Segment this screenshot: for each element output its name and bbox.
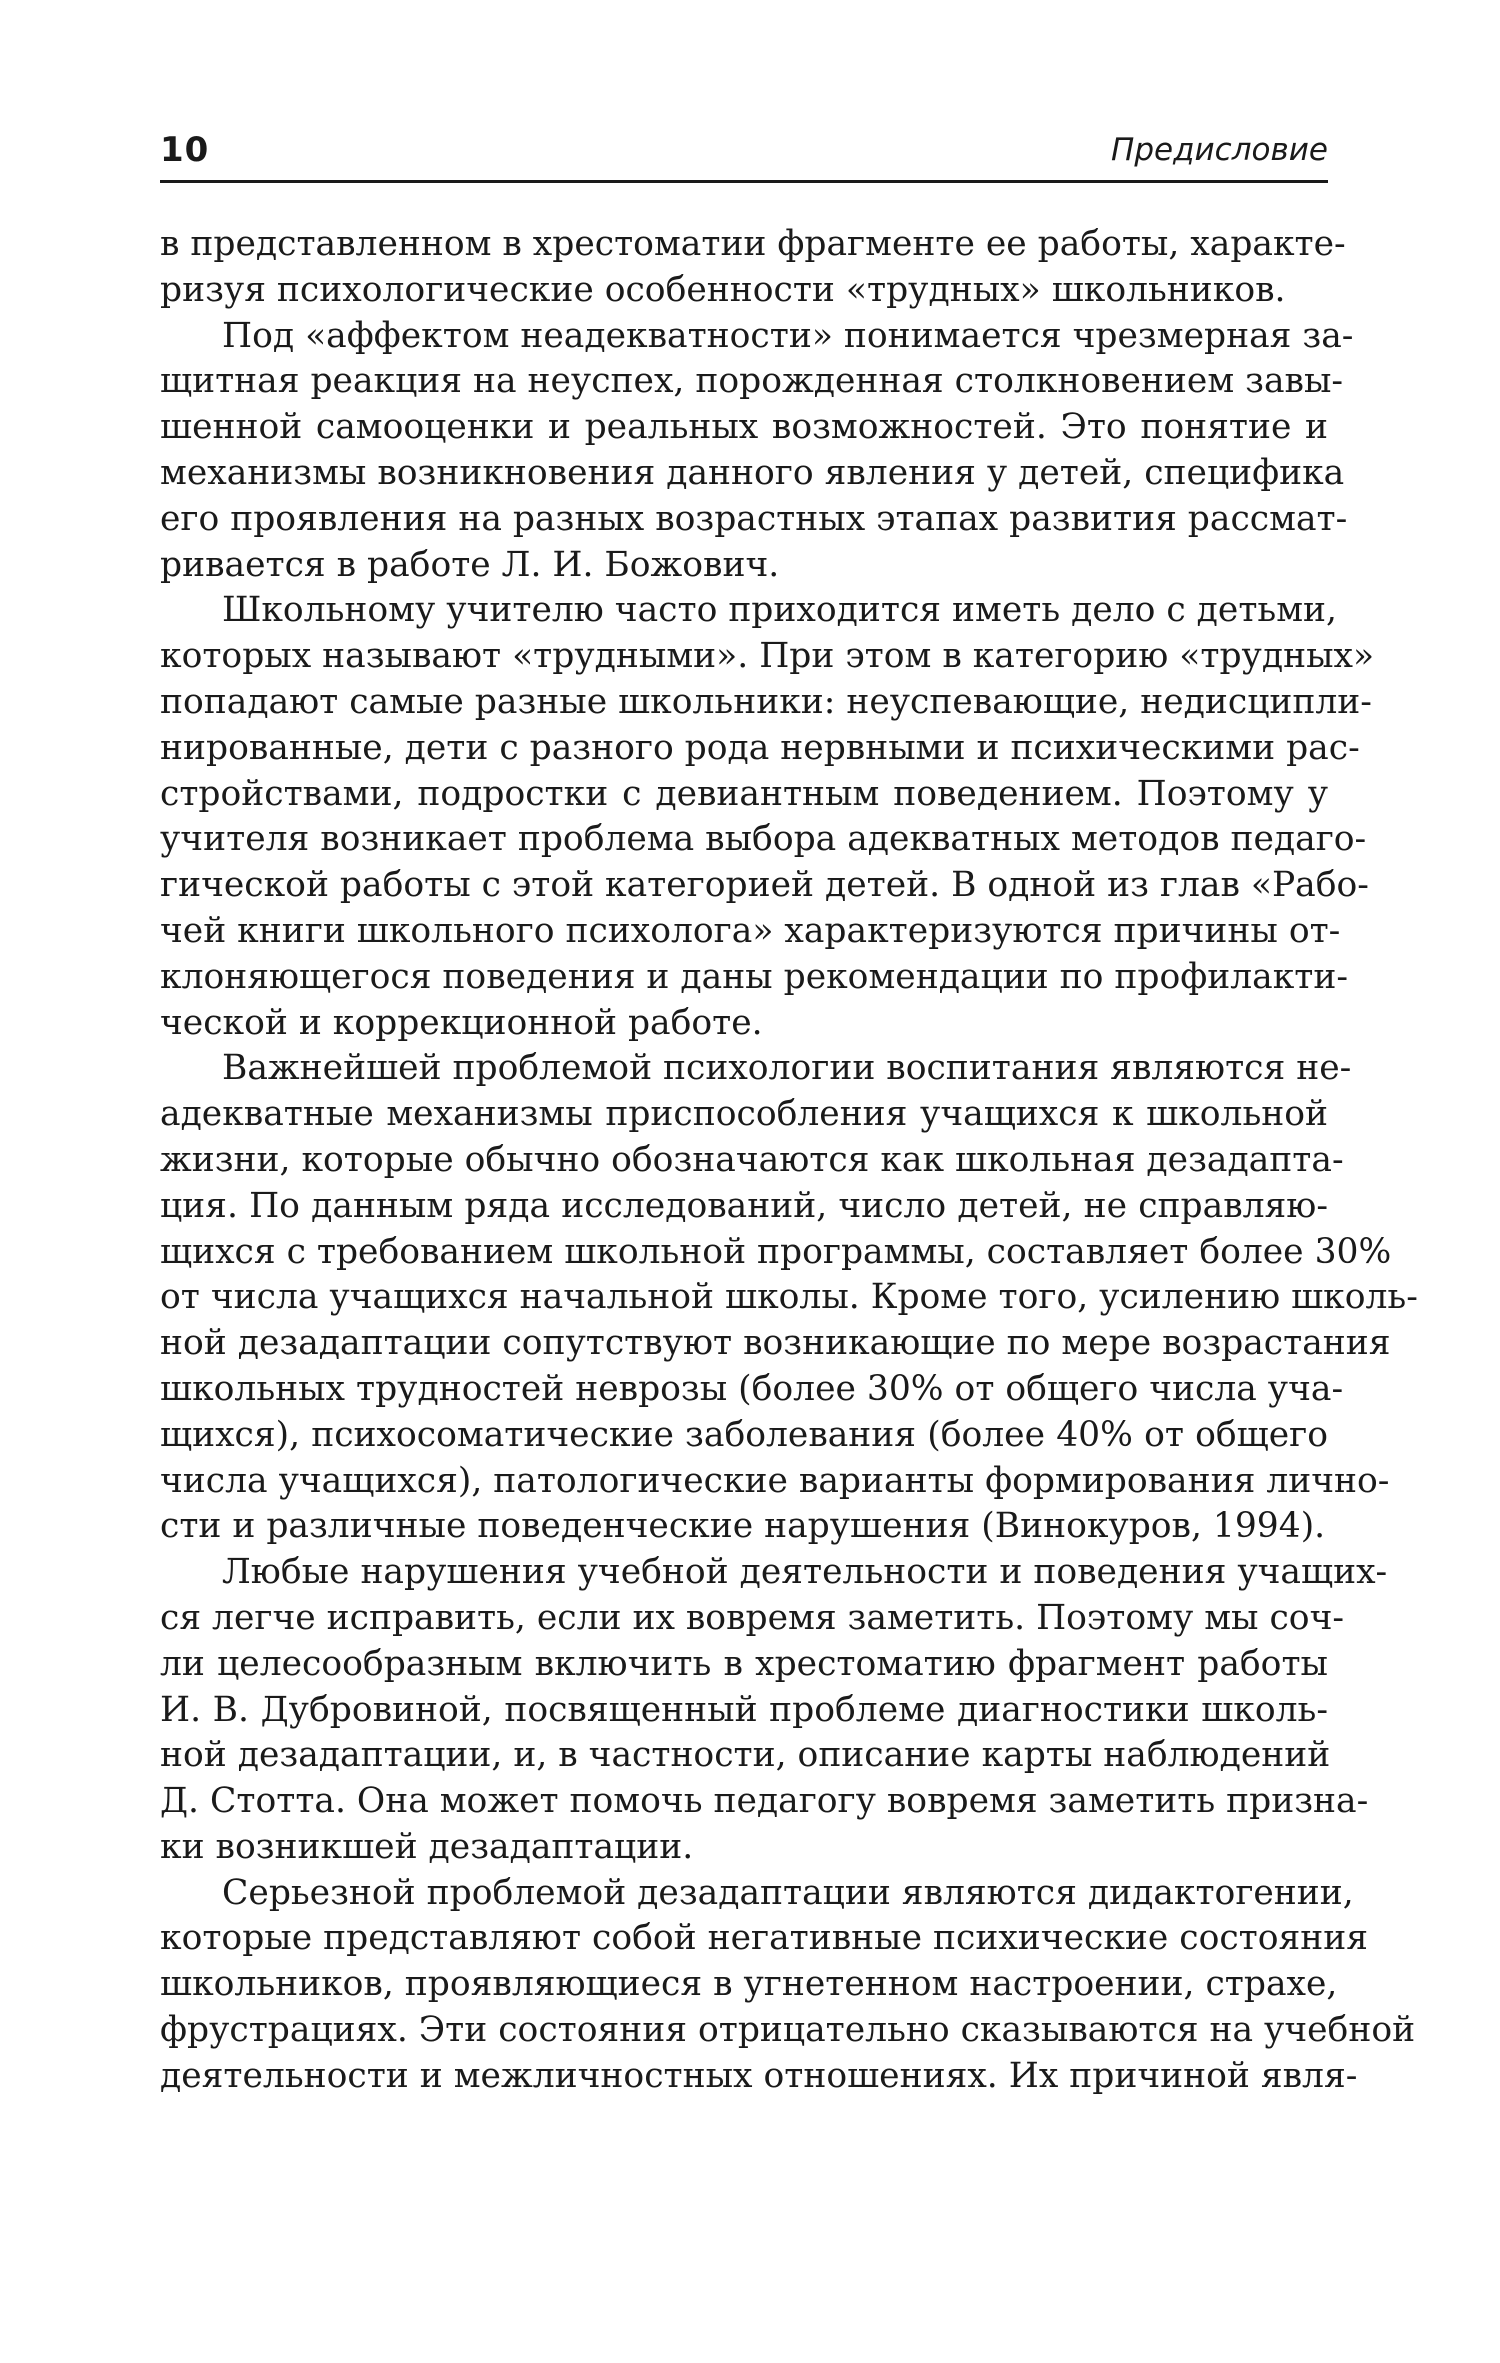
text-line: щихся), психосоматические заболевания (более 40% от общего (160, 1414, 1328, 1455)
text-line: чей книги школьного психолога» характеризуются причины от- (160, 910, 1341, 951)
text-line: ризуя психологические особенности «трудных» школьников. (160, 269, 1286, 310)
text-line: учителя возникает проблема выбора адекватных методов педаго- (160, 819, 1367, 860)
text-line: в представленном в хрестоматии фрагменте ее работы, характе- (160, 224, 1346, 264)
text-line: деятельности и межличностных отношениях. Их причиной явля- (160, 2055, 1358, 2096)
text-line: щихся с требованием школьной программы, составляет более 30% (160, 1231, 1392, 1272)
text-line: которые представляют собой негативные психические состояния (160, 1918, 1369, 1959)
text-line: Серьезной проблемой дезадаптации являются дидактогении, (222, 1872, 1354, 1913)
text-line: стройствами, подростки с девиантным поведением. Поэтому у (160, 773, 1328, 814)
text-line: фрустрациях. Эти состояния отрицательно сказываются на учебной (160, 2010, 1416, 2051)
text-line: Школьному учителю часто приходится иметь дело с детьми, (222, 590, 1338, 631)
text-line: нированные, дети с разного рода нервными и психическими рас- (160, 727, 1360, 768)
page-number: 10 (160, 130, 210, 170)
paragraph (160, 1871, 1416, 2100)
paragraph (160, 588, 1375, 1046)
text-line: Д. Стотта. Она может помочь педагогу вовремя заметить призна- (160, 1781, 1369, 1822)
text-line: Под «аффектом неадекватности» понимается чрезмерная за- (222, 315, 1354, 356)
text-line: ция. По данным ряда исследований, число детей, не справляю- (160, 1185, 1328, 1226)
text-line: Любые нарушения учебной деятельности и поведения учащих- (222, 1552, 1388, 1593)
text-line: от числа учащихся начальной школы. Кроме того, усилению школь- (160, 1277, 1418, 1318)
text-line: числа учащихся), патологические варианты формирования лично- (160, 1460, 1390, 1501)
paragraph (160, 314, 1354, 589)
running-header (160, 128, 1328, 183)
text-line: школьных трудностей неврозы (более 30% от общего числа уча- (160, 1368, 1344, 1409)
text-line: ки возникшей дезадаптации. (160, 1826, 694, 1867)
text-line: щитная реакция на неуспех, порожденная столкновением завы- (160, 361, 1344, 402)
text-line: ческой и коррекционной работе. (160, 1002, 763, 1043)
text-line: ривается в работе Л. И. Божович. (160, 544, 780, 585)
text-line: попадают самые разные школьники: неуспевающие, недисципли- (160, 681, 1372, 722)
text-line: ли целесообразным включить в хрестоматию фрагмент работы (160, 1643, 1328, 1684)
text-line: механизмы возникновения данного явления у детей, специфика (160, 452, 1345, 493)
text-line: его проявления на разных возрастных этапах развития рассмат- (160, 498, 1348, 539)
text-line: гической работы с этой категорией детей. В одной из глав «Рабо- (160, 865, 1369, 906)
body-text (160, 222, 1418, 2100)
text-line: клоняющегося поведения и даны рекомендации по профилакти- (160, 956, 1349, 997)
paragraph (160, 1046, 1418, 1550)
text-line: ной дезадаптации, и, в частности, описание карты наблюдений (160, 1735, 1331, 1776)
text-line: которых называют «трудными». При этом в категорию «трудных» (160, 636, 1375, 677)
section-title: Предисловие (1111, 132, 1328, 168)
text-line: жизни, которые обычно обозначаются как школьная дезадапта- (160, 1139, 1344, 1180)
paragraph (160, 222, 1346, 314)
text-line: И. В. Дубровиной, посвященный проблеме диагностики школь- (160, 1689, 1328, 1730)
text-line: школьников, проявляющиеся в угнетенном настроении, страхе, (160, 1964, 1338, 2005)
text-line: ся легче исправить, если их вовремя заметить. Поэтому мы соч- (160, 1597, 1345, 1638)
text-line: адекватные механизмы приспособления учащихся к школьной (160, 1094, 1328, 1135)
text-line: сти и различные поведенческие нарушения (Винокуров, 1994). (160, 1506, 1326, 1547)
paragraph (160, 1550, 1388, 1871)
text-line: Важнейшей проблемой психологии воспитания являются не- (222, 1048, 1352, 1089)
text-line: шенной самооценки и реальных возможностей. Это понятие и (160, 407, 1328, 448)
text-line: ной дезадаптации сопутствуют возникающие по мере возрастания (160, 1323, 1391, 1364)
